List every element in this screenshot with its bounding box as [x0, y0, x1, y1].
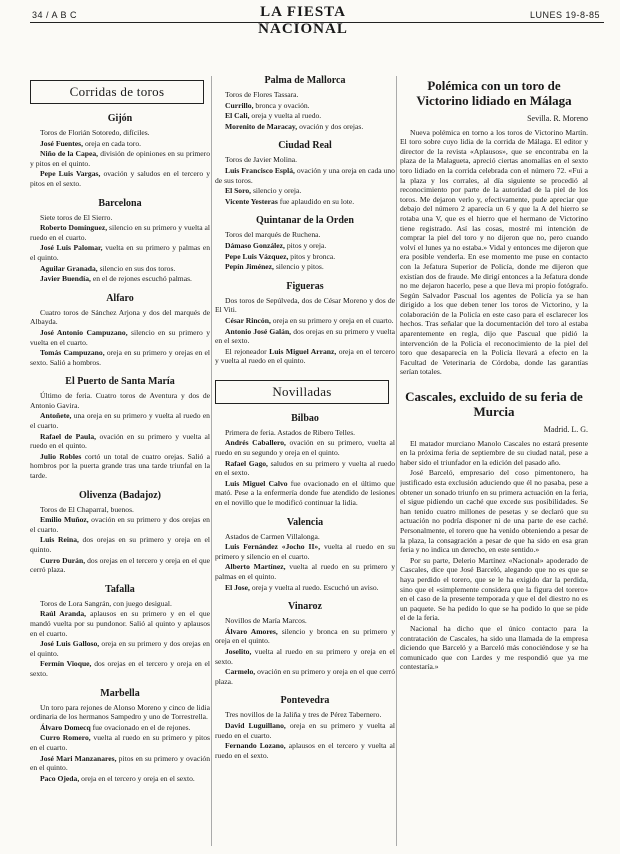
column-divider [396, 76, 397, 846]
result-line: El rejoneador Luis Miguel Arranz, oreja en el tercero y vuelta al ruedo en el quinto. [215, 346, 395, 366]
report-bilbao [215, 412, 395, 508]
report-figueras [215, 280, 395, 366]
article-paragraph: El matador murciano Manolo Cascales no estará presente en la próxima feria de septiembre de su ciudad natal, pese a haber sido el triunfador en la edición del pasado año. [400, 438, 588, 467]
cattle-line: Último de feria. Cuatro toros de Aventura y dos de Antonio Gavira. [30, 391, 210, 410]
place-title: Bilbao [291, 412, 319, 424]
result-line: Antoñete, una oreja en su primero y vuelta al ruedo en el cuarto. [30, 411, 210, 431]
section-title: LA FIESTA NACIONAL [258, 4, 348, 37]
result-line: Curro Romero, vuelta al ruedo en su primero y pitos en el cuarto. [30, 733, 210, 752]
column-articles [400, 66, 588, 850]
report-ciudad-real [215, 139, 395, 206]
cattle-line: Siete toros de El Sierro. [40, 212, 113, 222]
cattle-line: Primera de feria. Astados de Ribero Telles. [225, 427, 356, 437]
result-line: José Luis Palomar, vuelta en su primero y palmas en el quinto. [30, 243, 210, 262]
result-line: Joselito, vuelta al ruedo en su primero y oreja en el sexto. [215, 646, 395, 666]
result-line: Pepe Luis Vázquez, pitos y bronca. [225, 251, 336, 261]
result-line: Fernando Lozano, aplausos en el tercero y vuelta al ruedo en el sexto. [215, 741, 395, 760]
result-line: El Cali, oreja y vuelta al ruedo. [225, 111, 322, 121]
result-line: Javier Buendía, en el de rejones escuchó palmas. [40, 274, 192, 284]
result-line: Pepe Luis Vargas, ovación y saludos en el tercero y pitos en el sexto. [30, 169, 210, 188]
place-title: Valencia [286, 516, 324, 528]
place-title: Marbella [100, 687, 140, 699]
result-line: José Luis Galloso, oreja en su primero y dos orejas en el quinto. [30, 639, 210, 658]
result-line: David Luguillano, oreja en su primero y vuelta al ruedo en el cuarto. [215, 720, 395, 740]
article-headline: Polémica con un toro de Victorino lidiado en Málaga [416, 78, 572, 108]
result-line: Raúl Aranda, aplausos en su primero y en el que mandó vuelta por su pundonor. Salió al quinto y aplausos en el cuarto. [30, 609, 210, 638]
place-title: Vinaroz [288, 601, 322, 613]
article-paragraph: Nacional ha dicho que el único contacto para la contratación de Cascales, ha sido una llamada de la empresa diciendo que Barceló y a Barceló más conociéndose y se ha comunicado que con Lardes y me respondió que ya me contestaría.» [400, 623, 588, 672]
result-line: Rafael de Paula, ovación en su primero y vuelta al ruedo en el quinto. [30, 431, 210, 451]
place-title: El Puerto de Santa María [65, 376, 175, 388]
page-folio: 34 / A B C [32, 10, 78, 20]
result-line: César Rincón, oreja en su primero y oreja en el cuarto. [225, 315, 394, 325]
place-title: Quintanar de la Orden [256, 215, 354, 227]
result-line: José Fuentes, oreja en cada toro. [40, 138, 142, 148]
column-bullfights [30, 66, 210, 850]
place-title: Alfaro [106, 292, 134, 304]
article-paragraph: Por su parte, Delerio Martínez «Nacional» apoderado de Cascales, dice que José Barceló, alegando que no es que se haya perdido el torero, que se le ha exigido dar la perdida, sino que el «simplemente considera que la figura del torero» en el caso de la presente temporada y que el del diestro no es un paquete. Se ha pedido lo que se ha podido lo que se pide el de la feria. [400, 555, 588, 623]
heading-novilladas: Novilladas [215, 380, 389, 404]
report-vinaroz [215, 600, 395, 686]
article-headline: Cascales, excluido de su feria de Murcia [405, 389, 583, 420]
result-line: El Jose, oreja y vuelta al ruedo. Escuchó un aviso. [225, 582, 379, 592]
report-olivenza [30, 489, 210, 575]
cattle-line: Novillos de María Marcos. [225, 616, 307, 626]
result-line: Morenito de Maracay, ovación y dos orejas. [225, 121, 364, 131]
report-marbella [30, 687, 210, 784]
result-line: Carmelo, ovación en su primero y oreja en el que cerró plaza. [215, 667, 395, 686]
report-pontevedra [215, 694, 395, 760]
article-paragraph: José Barceló, empresario del coso pimentonero, ha justificado esta exclusión aduciendo que él no pasaba, pese a obtener un sonado triunfo en su primera actuación en la feria, el sigue pidiendo un caché que excede sus posibilidades. Se han tenido cuatro millones de pesetas y se declaró que su actuación no podría disponer ni de una parte de ese caché. Personalmente, el torero que ha venido obteniendo a pesar de la plaza, la consagración a pesar de que ha sido en esa gran feria y no indica un derecho, en este sentido.» [400, 468, 588, 555]
result-line: Pepín Jiménez, silencio y pitos. [225, 262, 324, 272]
place-title: Figueras [286, 280, 324, 292]
report-alfaro [30, 292, 210, 368]
place-title: Barcelona [98, 197, 142, 209]
result-line: Luis Reina, dos orejas en su primero y oreja en el quinto. [30, 535, 210, 554]
result-line: Julio Robles cortó un total de cuatro orejas. Salió a hombros por la puerta grande tras una tarde triunfal en la tarde. [30, 451, 210, 481]
article-cascales [400, 389, 588, 672]
header-rule [30, 22, 604, 23]
place-title: Pontevedra [280, 695, 330, 707]
article-byline: Sevilla. R. Moreno [527, 114, 588, 123]
cattle-line: Tres novillos de la Jaliña y tres de Pérez Tabernero. [225, 710, 382, 720]
result-line: José Mari Manzanares, pitos en su primero y ovación en el quinto. [30, 753, 210, 773]
page-header [0, 0, 620, 66]
result-line: Álvaro Domecq fue ovacionado en el de rejones. [40, 722, 191, 732]
result-line: Paco Ojeda, oreja en el tercero y oreja en el sexto. [40, 773, 195, 783]
result-line: Alberto Martínez, vuelta al ruedo en su primero y palmas en el quinto. [215, 562, 395, 581]
report-puerto [30, 375, 210, 480]
place-title: Olivenza (Badajoz) [79, 489, 161, 501]
column-divider [211, 76, 212, 846]
result-line: Vicente Yesteras fue aplaudido en su lote. [225, 196, 355, 206]
cattle-line: Toros de Florián Sotoredo, difíciles. [40, 128, 150, 137]
result-line: Currillo, bronca y ovación. [225, 100, 310, 110]
cattle-line: Toros de Javier Molina. [225, 155, 298, 165]
report-valencia [215, 516, 395, 593]
result-line: Antonio José Galán, dos orejas en su primero y vuelta en el sexto. [215, 326, 395, 346]
result-line: Niño de la Capea, división de opiniones en su primero y pitos en el quinto. [30, 149, 210, 168]
result-line: Curro Durán, dos orejas en el tercero y oreja en el que cerró plaza. [30, 555, 210, 575]
report-tafalla [30, 583, 210, 679]
cattle-line: Toros de Flores Tassara. [225, 90, 299, 99]
place-title: Tafalla [105, 583, 135, 595]
cattle-line: Toros de El Chaparral, buenos. [40, 504, 134, 514]
report-palma [215, 74, 395, 131]
result-line: José Antonio Campuzano, silencio en su primero y vuelta en el cuarto. [30, 327, 210, 347]
result-line: Rafael Gago, saludos en su primero y vuelta al ruedo en el sexto. [215, 458, 395, 478]
cattle-line: Toros de Lora Sangrán, con juego desigual. [40, 598, 172, 608]
issue-date: LUNES 19-8-85 [529, 10, 600, 20]
place-title: Palma de Mallorca [264, 75, 346, 86]
result-line: Luis Francisco Esplá, ovación y una oreja en cada uno de sus toros. [215, 165, 395, 185]
result-line: Dámaso González, pitos y oreja. [225, 240, 327, 250]
result-line: Andrés Caballero, ovación en su primero, vuelta al ruedo en su segundo y oreja en el quinto. [215, 438, 395, 458]
cattle-line: Dos toros de Sepúlveda, dos de César Moreno y dos de El Viti. [215, 295, 395, 315]
result-line: Tomás Campuzano, oreja en su primero y orejas en el sexto. Salió a hombros. [30, 348, 210, 367]
column-bullfights-2 [215, 66, 395, 850]
result-line: Roberto Domínguez, silencio en su primero y vuelta al ruedo en el cuarto. [30, 223, 210, 242]
article-paragraph: Nueva polémica en torno a los toros de Victorino Martín. El toro sobre cuyo lidia de la corrida de Málaga. El editor y director de la revista «Aplausos», que se encontraba en la plaza de la Malagueta, apreció ciertas anomalías en el sexto toro lidiado en la corrida celebrada con el número 72. «Fui a la plaza y los corrales, al día siguiente se procedió al reconocimiento por parte de la autoridad de la piel de los toros. Me dejaron verlo y, efectivamente, pude apreciar que debajo del número 2 aparecía un 6 y que la A del hierro se rotaba una V, que es el hierro que el hermano de Victorino tiene registrado. Así las cosas, mostré mi intención de comprar la piel del toro y no dijeron que no, pero cuando volví el lunes ya no estaba.» Vidal y entonces me dijeron que era posible venderla. En ese momento me puse en contacto con la Jefatura Superior de Policía, donde me dijeron que existían dos de fraude. Me dirigí entonces a la Jefatura donde no me dejaron hacerlo, pese a que lleva mi propio fotógrafo. Según Salvador Pascual los agentes de Policía ya se han dirigido a los que deben tener los toros de Victorino, y la colaboración de la Policía en este caso para el esclarecer los hechos. Tras señalar que la documentación del toro al estaba aparentemente en regla, dijo que Pascual que pidió la intervención de la Policía el reconocimiento de la piel del toro que desaparecía en la Policía llevará a efecto en la Facultad de Veterinaria de Córdoba, donde las garantías serían totales. [400, 127, 588, 377]
result-line: Luis Fernández «Jocho II», vuelta al ruedo en su primero y silencio en el cuarto. [215, 542, 395, 561]
place-title: Gijón [107, 113, 133, 124]
cattle-line: Astados de Carmen Villalonga. [225, 531, 320, 541]
report-quintanar [215, 214, 395, 271]
result-line: Fermín Vioque, dos orejas en el tercero y oreja en el sexto. [30, 659, 210, 678]
cattle-line: Cuatro toros de Sánchez Arjona y dos del marqués de Albayda. [30, 307, 210, 327]
report-barcelona [30, 197, 210, 284]
cattle-line: Un toro para rejones de Alonso Moreno y cinco de lidia ordinaria de los hermanos Sampedro y uno de Torrestrella. [30, 702, 210, 722]
heading-corridas: Corridas de toros [30, 80, 204, 104]
result-line: Emilio Muñoz, ovación en su primero y dos orejas en el cuarto. [30, 515, 210, 534]
result-line: Álvaro Amores, silencio y bronca en su primero y oreja en el quinto. [215, 626, 395, 646]
result-line: Aguilar Granada, silencio en sus dos toros. [40, 263, 176, 273]
result-line: Luis Miguel Calvo fue ovacionado en el último que mató. Pese a la enfermería donde fue atendido de lesiones en el novillo que le modificó continuar la lidia. [215, 478, 395, 508]
place-title: Ciudad Real [278, 140, 332, 152]
cattle-line: Toros del marqués de Ruchena. [225, 230, 321, 240]
result-line: El Soro, silencio y oreja. [225, 186, 302, 196]
report-gijon [30, 112, 210, 189]
article-victorino [400, 78, 588, 377]
article-byline: Madrid. L. G. [543, 425, 588, 435]
